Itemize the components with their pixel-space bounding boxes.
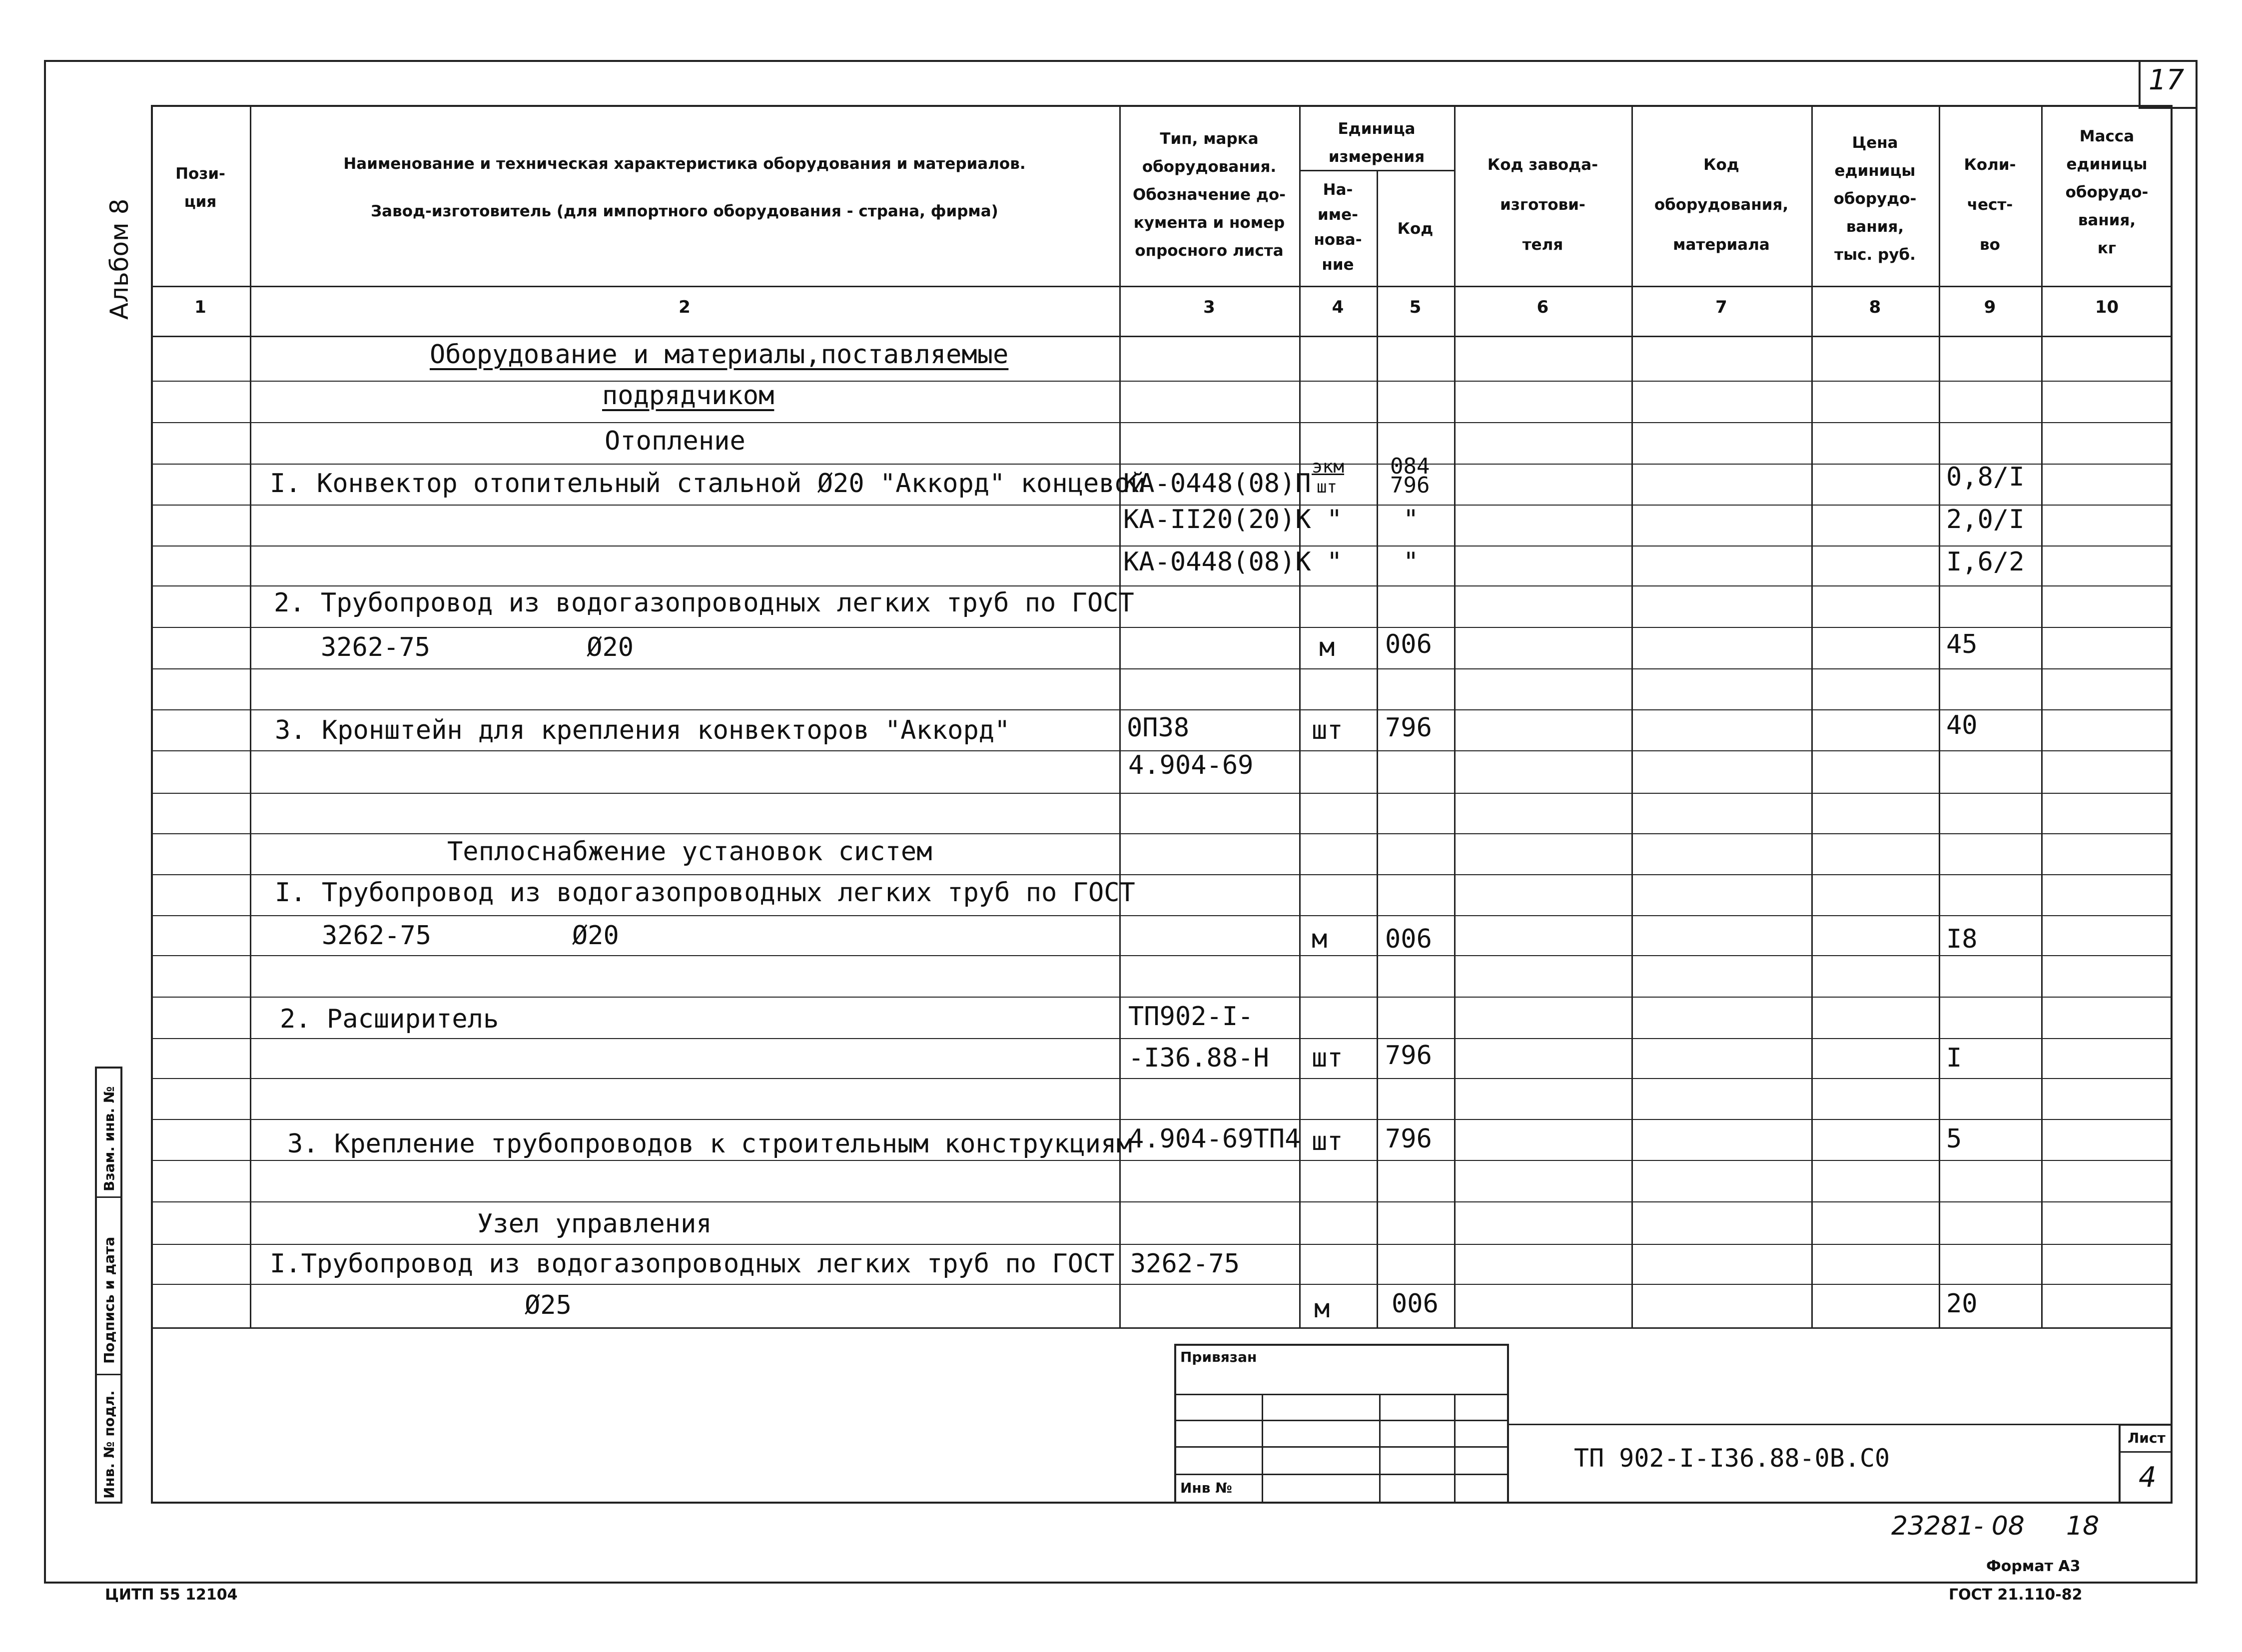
row-item-name: 3. Крепление трубопроводов к строительным конструкциям (287, 1129, 1132, 1159)
header-mass: Масса единицы оборудо- вания, кг (2065, 127, 2149, 257)
colnum-5: 5 (1409, 297, 1422, 317)
col-line (1377, 170, 1378, 1329)
row-line (151, 874, 2173, 875)
row-item-qty: 45 (1946, 629, 1978, 659)
row-item-name: I. Конвектор отопительный стальной Ø20 "Аккорд" концевой (270, 469, 1146, 499)
row-line (151, 1244, 2173, 1245)
row-item-name: I. Трубопровод из водогазопроводных легких труб по ГОСТ (275, 878, 1135, 908)
row-line (151, 585, 2173, 586)
row-item-name: 3262-75 Ø20 (275, 921, 619, 951)
row-item-unit: м (1319, 632, 1335, 662)
section-heat-supply: Теплоснабжение установок систем (447, 837, 932, 867)
colnum-3: 3 (1203, 297, 1215, 317)
col-line (1811, 105, 1813, 1329)
citp-code: ЦИТП 55 12104 (105, 1586, 238, 1604)
row-item-name: 2. Трубопровод из водогазопроводных легких труб по ГОСТ (274, 588, 1134, 618)
row-item-unit: м (1314, 1294, 1330, 1324)
handwritten-code: 23281- 08 (1891, 1511, 2025, 1541)
header-type: Тип, марка оборудования. Обозначение до- кумента и номер опросного листа (1132, 130, 1286, 260)
row-item-qty: 0,8/I (1946, 462, 2025, 492)
row-item-type: -I36.88-Н (1128, 1043, 1269, 1073)
row-item-qty: 20 (1946, 1289, 1978, 1319)
row-item-code: 796 (1385, 713, 1432, 743)
section-control-unit: Узел управления (477, 1209, 712, 1239)
doc-code-line (1509, 1424, 2173, 1425)
colnum-10: 10 (2095, 297, 2119, 317)
col-line (2041, 105, 2043, 1329)
row-line (151, 464, 2173, 465)
row-item-type: КА-II20(20)К (1123, 505, 1311, 535)
row-line (151, 1201, 2173, 1202)
header-bottom-line (151, 286, 2173, 287)
row-item-unit2: шт (1317, 477, 1337, 497)
header-name-line2: Завод-изготовитель (для импортного оборудования - страна, фирма) (371, 202, 998, 220)
row-line (151, 422, 2173, 423)
row-item-unit: " (1327, 547, 1343, 577)
vzam-inv-label: Взам. инв. № (101, 1086, 117, 1191)
row-item-code: " (1403, 547, 1419, 577)
row-item-type: 4.904-69ТП4 (1128, 1124, 1301, 1154)
inv-no-label: Инв № (1180, 1480, 1232, 1496)
row-line (151, 627, 2173, 628)
colnum-2: 2 (679, 297, 691, 317)
doc-code: ТП 902-I-I36.88-0В.С0 (1574, 1444, 1890, 1473)
col-line (1631, 105, 1633, 1329)
header-name-line1: Наименование и техническая характеристика оборудования и материалов. (343, 155, 1026, 173)
album-label: Альбом 8 (105, 198, 134, 320)
colnum-1: 1 (194, 297, 206, 317)
row-line (151, 1119, 2173, 1120)
header-unit-name: На- име- нова- ние (1314, 181, 1362, 274)
row-line (151, 709, 2173, 710)
row-item-qty: I,6/2 (1946, 547, 2025, 577)
colnum-6: 6 (1536, 297, 1549, 317)
side-stamp-line (95, 1374, 122, 1375)
row-item-type: 4.904-69 (1128, 750, 1254, 780)
list-label: Лист (2128, 1430, 2166, 1446)
row-item-qty: I (1946, 1043, 1962, 1073)
podpis-label: Подпись и дата (101, 1236, 117, 1364)
row-line (151, 793, 2173, 794)
gost-label: ГОСТ 21.110-82 (1949, 1586, 2083, 1604)
row-item-name: 2. Расширитель (280, 1004, 499, 1034)
row-item-unit: экм (1312, 457, 1345, 477)
section-title-2: подрядчиком (602, 381, 774, 411)
row-item-qty: 40 (1946, 710, 1978, 740)
row-item-unit: шт (1312, 1043, 1343, 1073)
row-item-unit: шт (1312, 715, 1343, 745)
section-title-1: Оборудование и материалы,поставляемые (430, 340, 1009, 370)
header-price: Цена единицы оборудо- вания, тыс. руб. (1833, 134, 1917, 264)
row-line (151, 1160, 2173, 1161)
row-item-qty: I8 (1946, 924, 1978, 954)
list-number: 4 (2139, 1461, 2157, 1494)
stamp-vline (1454, 1394, 1456, 1504)
header-position: Пози- ция (175, 165, 225, 211)
list-box-line (2119, 1451, 2173, 1453)
header-unit-code: Код (1397, 220, 1434, 238)
privyazan-label: Привязан (1180, 1349, 1257, 1365)
row-item-unit: " (1327, 505, 1343, 535)
section-heating: Отопление (605, 426, 746, 456)
handwritten-page: 18 (2066, 1511, 2100, 1541)
col-line (250, 105, 251, 1329)
stamp-line (1174, 1420, 1509, 1421)
row-line (151, 1284, 2173, 1285)
stamp-line (1174, 1394, 1509, 1395)
row-item-code: " (1403, 505, 1419, 535)
row-line (151, 381, 2173, 382)
row-item-unit: шт (1312, 1126, 1343, 1156)
table-bottom-line (151, 1327, 2173, 1329)
row-line (151, 833, 2173, 834)
stamp-line (1174, 1474, 1509, 1475)
stamp-line (1174, 1446, 1509, 1448)
corner-number: 17 (2149, 64, 2185, 96)
row-line (151, 546, 2173, 547)
row-item-code: 006 (1392, 1289, 1439, 1319)
row-item-name: I.Трубопровод из водогазопроводных легких труб по ГОСТ 3262-75 (270, 1249, 1240, 1279)
col-line (1454, 105, 1456, 1329)
row-item-code: 006 (1385, 629, 1432, 659)
row-line (151, 1038, 2173, 1039)
stamp-vline (1379, 1394, 1381, 1504)
row-item-code: 084 (1390, 454, 1430, 479)
header-quantity: Коли- чест- во (1964, 156, 2016, 254)
row-line (151, 668, 2173, 669)
row-item-code: 796 (1385, 1124, 1432, 1154)
row-line (151, 1078, 2173, 1079)
format-label: Формат А3 (1986, 1558, 2081, 1575)
row-item-type: КА-0448(08)К (1123, 547, 1311, 577)
row-item-code2: 796 (1390, 473, 1430, 498)
header-factory-code: Код завода- изготови- теля (1487, 156, 1598, 254)
row-item-name: 3262-75 Ø20 (274, 632, 634, 662)
row-item-code: 796 (1385, 1041, 1432, 1071)
side-stamp-line (95, 1196, 122, 1198)
row-item-type: 0П38 (1127, 713, 1190, 743)
row-line (151, 955, 2173, 956)
header-equipment-code: Код оборудования, материала (1654, 156, 1789, 254)
row-line (151, 915, 2173, 916)
stamp-vline (1262, 1394, 1263, 1504)
row-line (151, 997, 2173, 998)
row-item-name: Ø25 (525, 1290, 572, 1320)
row-item-type: КА-0448(08)П (1123, 469, 1311, 499)
row-item-qty: 5 (1946, 1124, 1962, 1154)
header-unit-group: Единица измерения (1328, 120, 1425, 166)
row-item-code: 006 (1385, 924, 1432, 954)
colnum-7: 7 (1715, 297, 1727, 317)
colnum-9: 9 (1984, 297, 1996, 317)
colnum-bottom-line (151, 336, 2173, 337)
row-item-qty: 2,0/I (1946, 505, 2025, 535)
colnum-4: 4 (1332, 297, 1344, 317)
inv-podl-label: Инв. № подл. (101, 1390, 117, 1499)
colnum-8: 8 (1869, 297, 1881, 317)
row-item-type: ТП902-I- (1128, 1002, 1254, 1032)
row-item-name: 3. Кронштейн для крепления конвекторов "Аккорд" (275, 715, 1010, 745)
col-line (1939, 105, 1940, 1329)
row-item-unit: м (1312, 924, 1328, 954)
